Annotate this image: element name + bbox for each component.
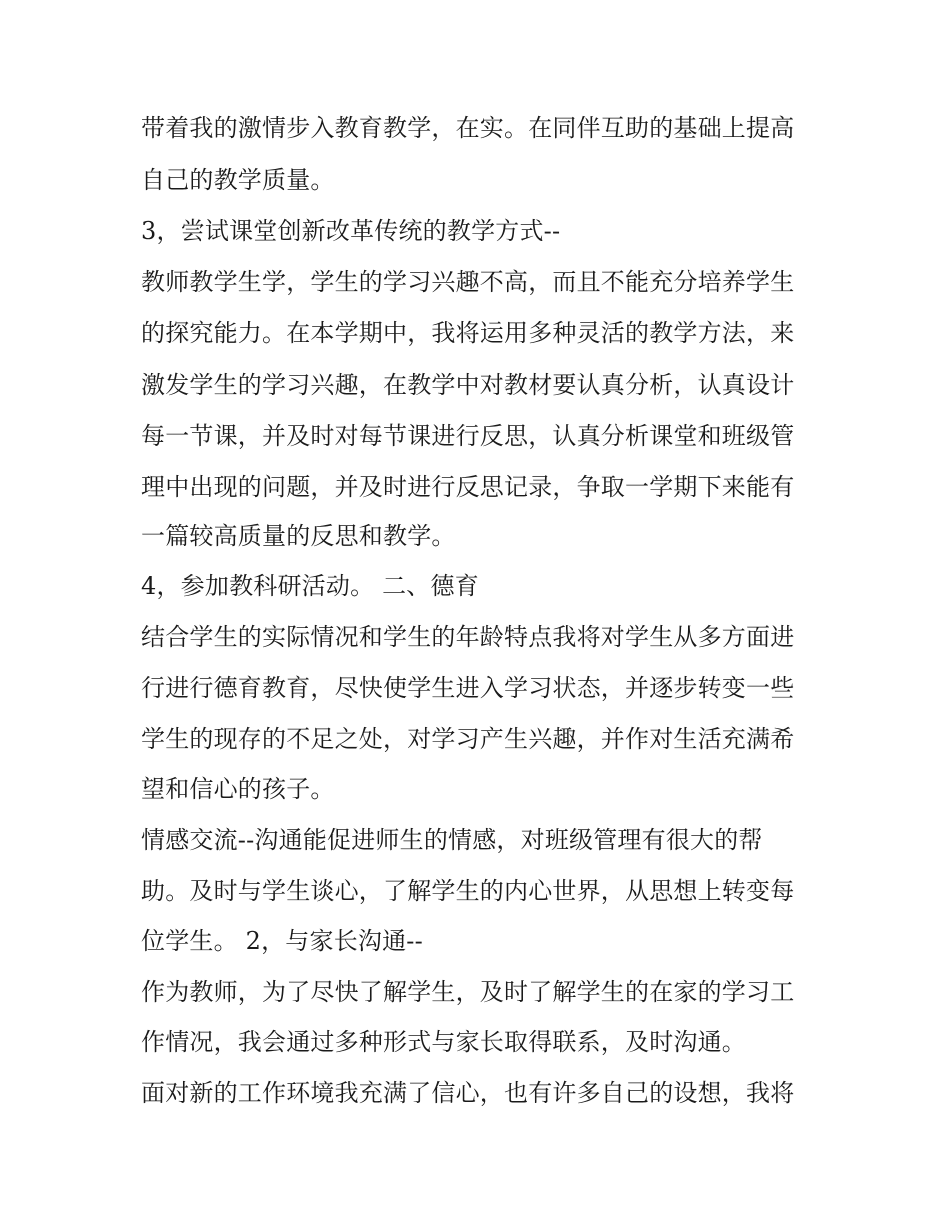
text-line: 行进行德育教育，尽快使学生进入学习状态，并逐步转变一些 xyxy=(141,674,795,702)
text-line: 4，参加教科研活动。 二、德育 xyxy=(141,572,479,600)
text-line: 激发学生的学习兴趣，在教学中对教材要认真分析，认真设计 xyxy=(141,371,795,399)
text-line: 3，尝试课堂创新改革传统的教学方式-- xyxy=(141,217,561,245)
text-line: 结合学生的实际情况和学生的年龄特点我将对学生从多方面进 xyxy=(141,623,795,651)
text-line: 作为教师，为了尽快了解学生，及时了解学生的在家的学习工 xyxy=(141,978,795,1006)
text-line: 情感交流--沟通能促进师生的情感，对班级管理有很大的帮 xyxy=(141,826,763,854)
text-line: 助。及时与学生谈心，了解学生的内心世界，从思想上转变每 xyxy=(141,877,795,905)
text-line: 教师教学生学，学生的学习兴趣不高，而且不能充分培养学生 xyxy=(141,268,795,296)
text-line: 望和信心的孩子。 xyxy=(141,775,335,803)
text-line: 学生的现存的不足之处，对学习产生兴趣，并作对生活充满希 xyxy=(141,725,795,753)
text-line: 每一节课，并及时对每节课进行反思，认真分析课堂和班级管 xyxy=(141,422,795,450)
text-line: 自己的教学质量。 xyxy=(141,166,335,194)
text-line: 一篇较高质量的反思和教学。 xyxy=(141,522,456,550)
text-line: 面对新的工作环境我充满了信心，也有许多自己的设想，我将 xyxy=(141,1079,795,1107)
text-line: 带着我的激情步入教育教学，在实。在同伴互助的基础上提高 xyxy=(141,114,795,142)
text-line: 理中出现的问题，并及时进行反思记录，争取一学期下来能有 xyxy=(141,473,795,501)
text-line: 位学生。 2，与家长沟通-- xyxy=(141,927,423,955)
text-line: 作情况，我会通过多种形式与家长取得联系，及时沟通。 xyxy=(141,1028,746,1056)
text-line: 的探究能力。在本学期中，我将运用多种灵活的教学方法，来 xyxy=(141,319,795,347)
